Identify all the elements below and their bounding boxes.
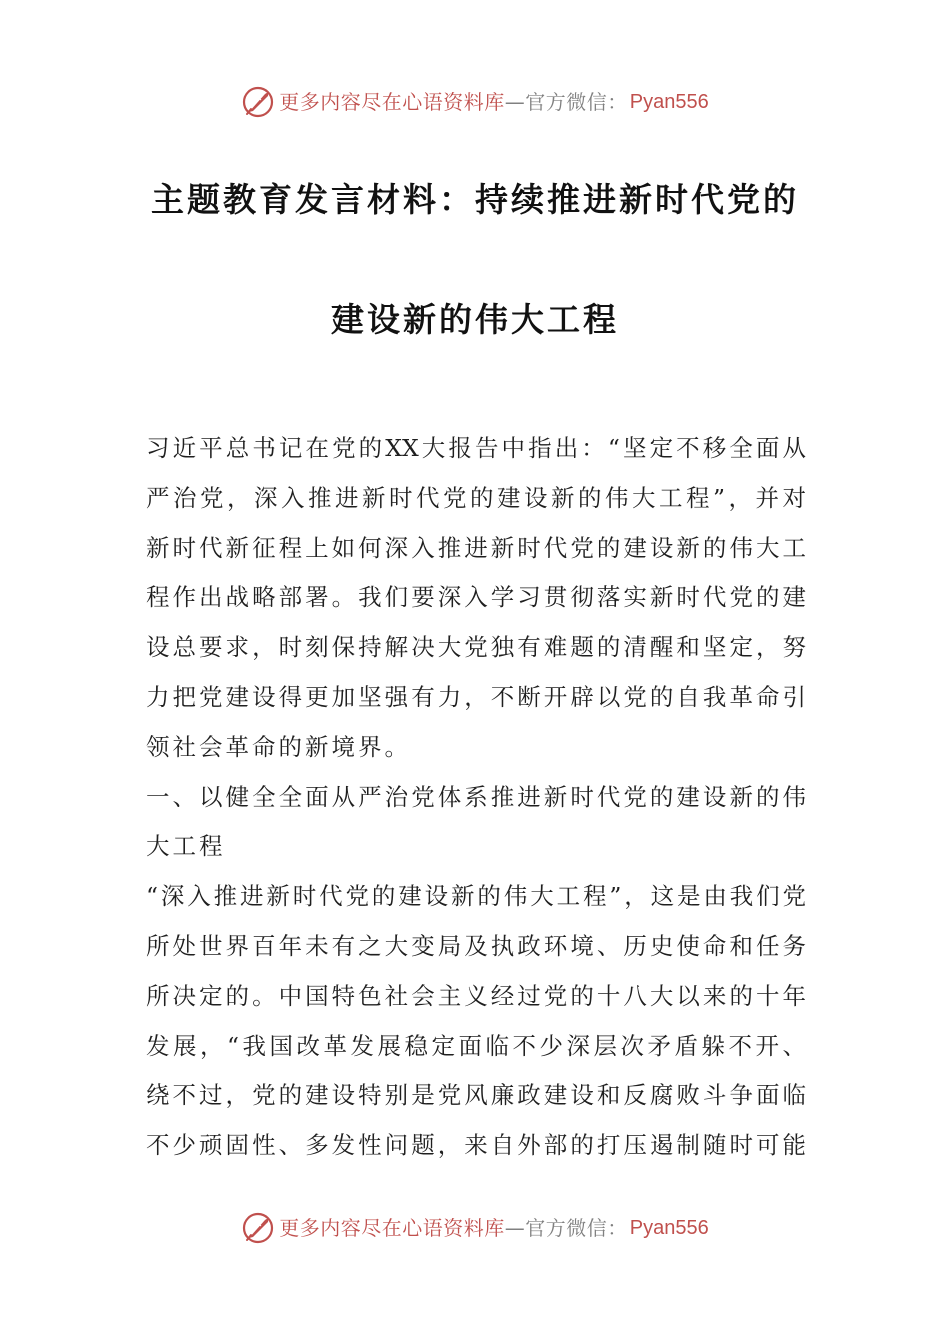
banner-wechat-id: Pyan556 [629,91,709,113]
body-line: 力把党建设得更加坚强有力，不断开辟以党的自我革命引 [146,682,806,711]
banner-wechat-id: Pyan556 [629,1217,709,1239]
quill-logo-icon [241,1211,275,1245]
document-title-line-2: 建设新的伟大工程 [331,300,619,339]
section-heading-line: 一、以健全全面从严治党体系推进新时代党的建设新的伟 [146,782,806,811]
banner-brand-text: 更多内容尽在心语资料库 [279,90,505,114]
body-line: 严治党，深入推进新时代党的建设新的伟大工程”，并对 [146,483,806,512]
banner-separator-text: —官方微信： [504,1216,628,1240]
body-line: 发展，“我国改革发展稳定面临不少深层次矛盾躲不开、 [146,1031,806,1060]
body-line: 所处世界百年未有之大变局及执政环境、历史使命和任务 [146,931,806,960]
body-line: 新时代新征程上如何深入推进新时代党的建设新的伟大工 [146,533,806,562]
footer-watermark-banner [0,1208,950,1248]
body-line: 领社会革命的新境界。 [146,732,411,761]
body-line: 程作出战略部署。我们要深入学习贯彻落实新时代党的建 [146,583,806,612]
body-line: 所决定的。中国特色社会主义经过党的十八大以来的十年 [146,981,806,1010]
quill-logo-icon [241,85,275,119]
header-watermark-banner [0,82,950,122]
body-line: “深入推进新时代党的建设新的伟大工程”，这是由我们党 [146,882,806,911]
banner-separator-text: —官方微信： [504,90,628,114]
document-body [146,424,806,1171]
section-heading-line: 大工程 [146,832,226,861]
banner-brand-text: 更多内容尽在心语资料库 [279,1216,505,1240]
body-line: 设总要求，时刻保持解决大党独有难题的清醒和坚定，努 [146,633,806,662]
body-line: 习近平总书记在党的XX大报告中指出：“坚定不移全面从 [146,434,806,462]
body-line: 不少顽固性、多发性问题，来自外部的打压遏制随时可能 [146,1131,806,1160]
document-title-line-1: 主题教育发言材料：持续推进新时代党的 [151,180,799,219]
body-line: 绕不过，党的建设特别是党风廉政建设和反腐败斗争面临 [146,1081,806,1110]
